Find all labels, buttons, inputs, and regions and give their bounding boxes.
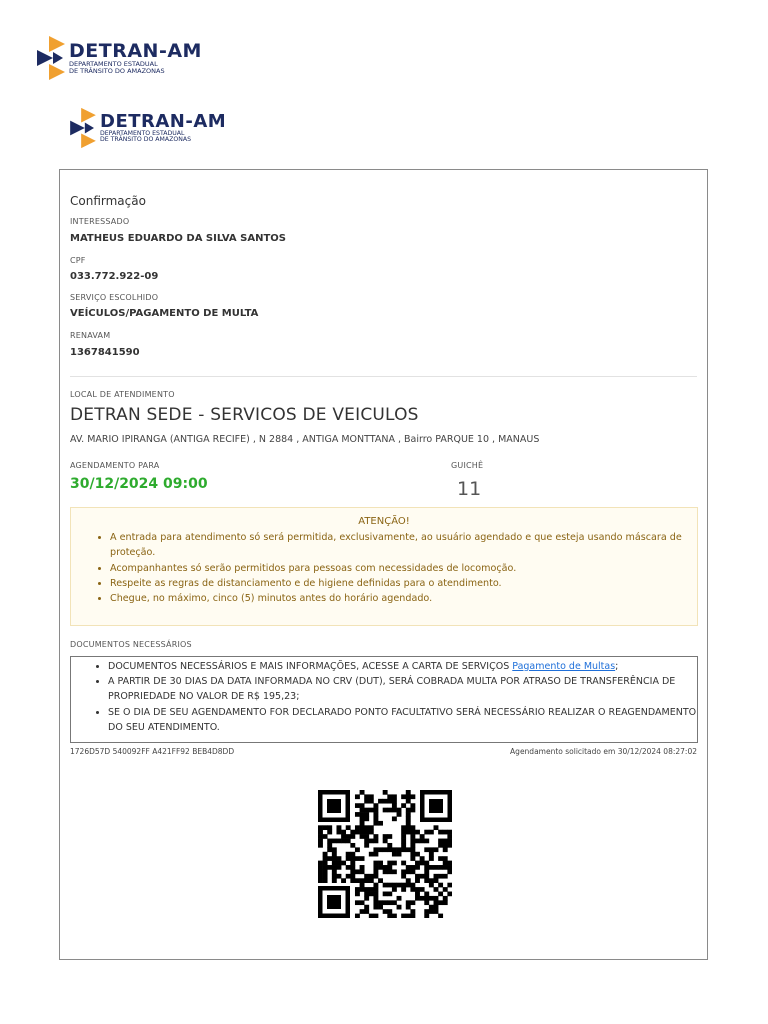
list-item: • Acompanhantes só serão permitidos para pessoas com necessidades de locomoção.: [110, 561, 697, 576]
renavam-value: 1367841590: [70, 347, 140, 358]
logo-sub-line2: DE TRÂNSITO DO AMAZONAS: [100, 136, 192, 143]
documents-list: [71, 659, 697, 735]
attention-box: [70, 507, 698, 626]
interessado-label: INTERESSADO: [70, 217, 130, 226]
request-timestamp: Agendamento solicitado em 30/12/2024 08:27:02: [510, 747, 697, 756]
list-item: • A PARTIR DE 30 DIAS DA DATA INFORMADA NO CRV (DUT), SERÁ COBRADA MULTA POR ATRASO DE TRANSFERÊNCIA DE PROPRIEDADE NO VALOR DE R$ 195,23;: [108, 674, 697, 704]
servico-label: SERVIÇO ESCOLHIDO: [70, 293, 159, 302]
cpf-value: 033.772.922-09: [70, 271, 159, 282]
servico-value: VEÍCULOS/PAGAMENTO DE MULTA: [70, 308, 259, 319]
interessado-value: MATHEUS EDUARDO DA SILVA SANTOS: [70, 233, 286, 244]
documents-item-end: ;: [615, 661, 619, 672]
schedule-datetime: 30/12/2024 09:00: [70, 476, 208, 492]
list-item: • Chegue, no máximo, cinco (5) minutos antes do horário agendado.: [110, 591, 697, 606]
carta-servicos-link[interactable]: Pagamento de Multas: [512, 661, 616, 672]
detran-logo-header: [68, 106, 226, 150]
schedule-label: AGENDAMENTO PARA: [70, 461, 160, 470]
attention-title: ATENÇÃO!: [358, 516, 410, 527]
guiche-label: GUICHÊ: [451, 461, 484, 470]
list-item: • Respeite as regras de distanciamento e de higiene definidas para o atendimento.: [110, 576, 697, 591]
location-label: LOCAL DE ATENDIMENTO: [70, 390, 175, 399]
list-item: • A entrada para atendimento só será permitida, exclusivamente, ao usuário agendado e que esteja usando máscara de proteção.: [110, 530, 697, 561]
verification-code: 1726D57D 540092FF A421FF92 BEB4D8DD: [70, 747, 235, 756]
logo-sub-line2: DE TRÂNSITO DO AMAZONAS: [69, 66, 165, 75]
attention-list: [71, 530, 697, 606]
detran-emblem-icon: [68, 106, 98, 150]
renavam-label: RENAVAM: [70, 331, 111, 340]
documents-item-text: DOCUMENTOS NECESSÁRIOS E MAIS INFORMAÇÕES, ACESSE A CARTA DE SERVIÇOS: [108, 661, 513, 672]
logo-sub-line1: DEPARTAMENTO ESTADUAL: [69, 59, 158, 68]
list-item: • SE O DIA DE SEU AGENDAMENTO FOR DECLARADO PONTO FACULTATIVO SERÁ NECESSÁRIO REALIZAR O REAGENDAMENTO DO SEU ATENDIMENTO.: [108, 705, 697, 735]
list-item: [108, 659, 697, 674]
cpf-label: CPF: [70, 256, 86, 265]
guiche-value: 11: [457, 478, 482, 500]
section-divider: [70, 376, 697, 377]
detran-emblem-icon: [35, 34, 67, 82]
documents-box: [70, 656, 698, 743]
logo-name: DETRAN-AM: [69, 39, 202, 62]
confirmation-card: [59, 169, 708, 960]
documents-label: DOCUMENTOS NECESSÁRIOS: [70, 640, 192, 649]
location-name: DETRAN SEDE - SERVICOS DE VEICULOS: [70, 405, 419, 425]
detran-logo-top: [35, 34, 202, 82]
logo-sub-line1: DEPARTAMENTO ESTADUAL: [100, 129, 185, 137]
confirmation-title: Confirmação: [70, 194, 146, 208]
logo-name: DETRAN-AM: [100, 110, 227, 132]
location-address: AV. MARIO IPIRANGA (ANTIGA RECIFE) , N 2884 , ANTIGA MONTTANA , Bairro PARQUE 10 , MANAUS: [70, 434, 540, 445]
qr-code-icon: [318, 790, 452, 918]
